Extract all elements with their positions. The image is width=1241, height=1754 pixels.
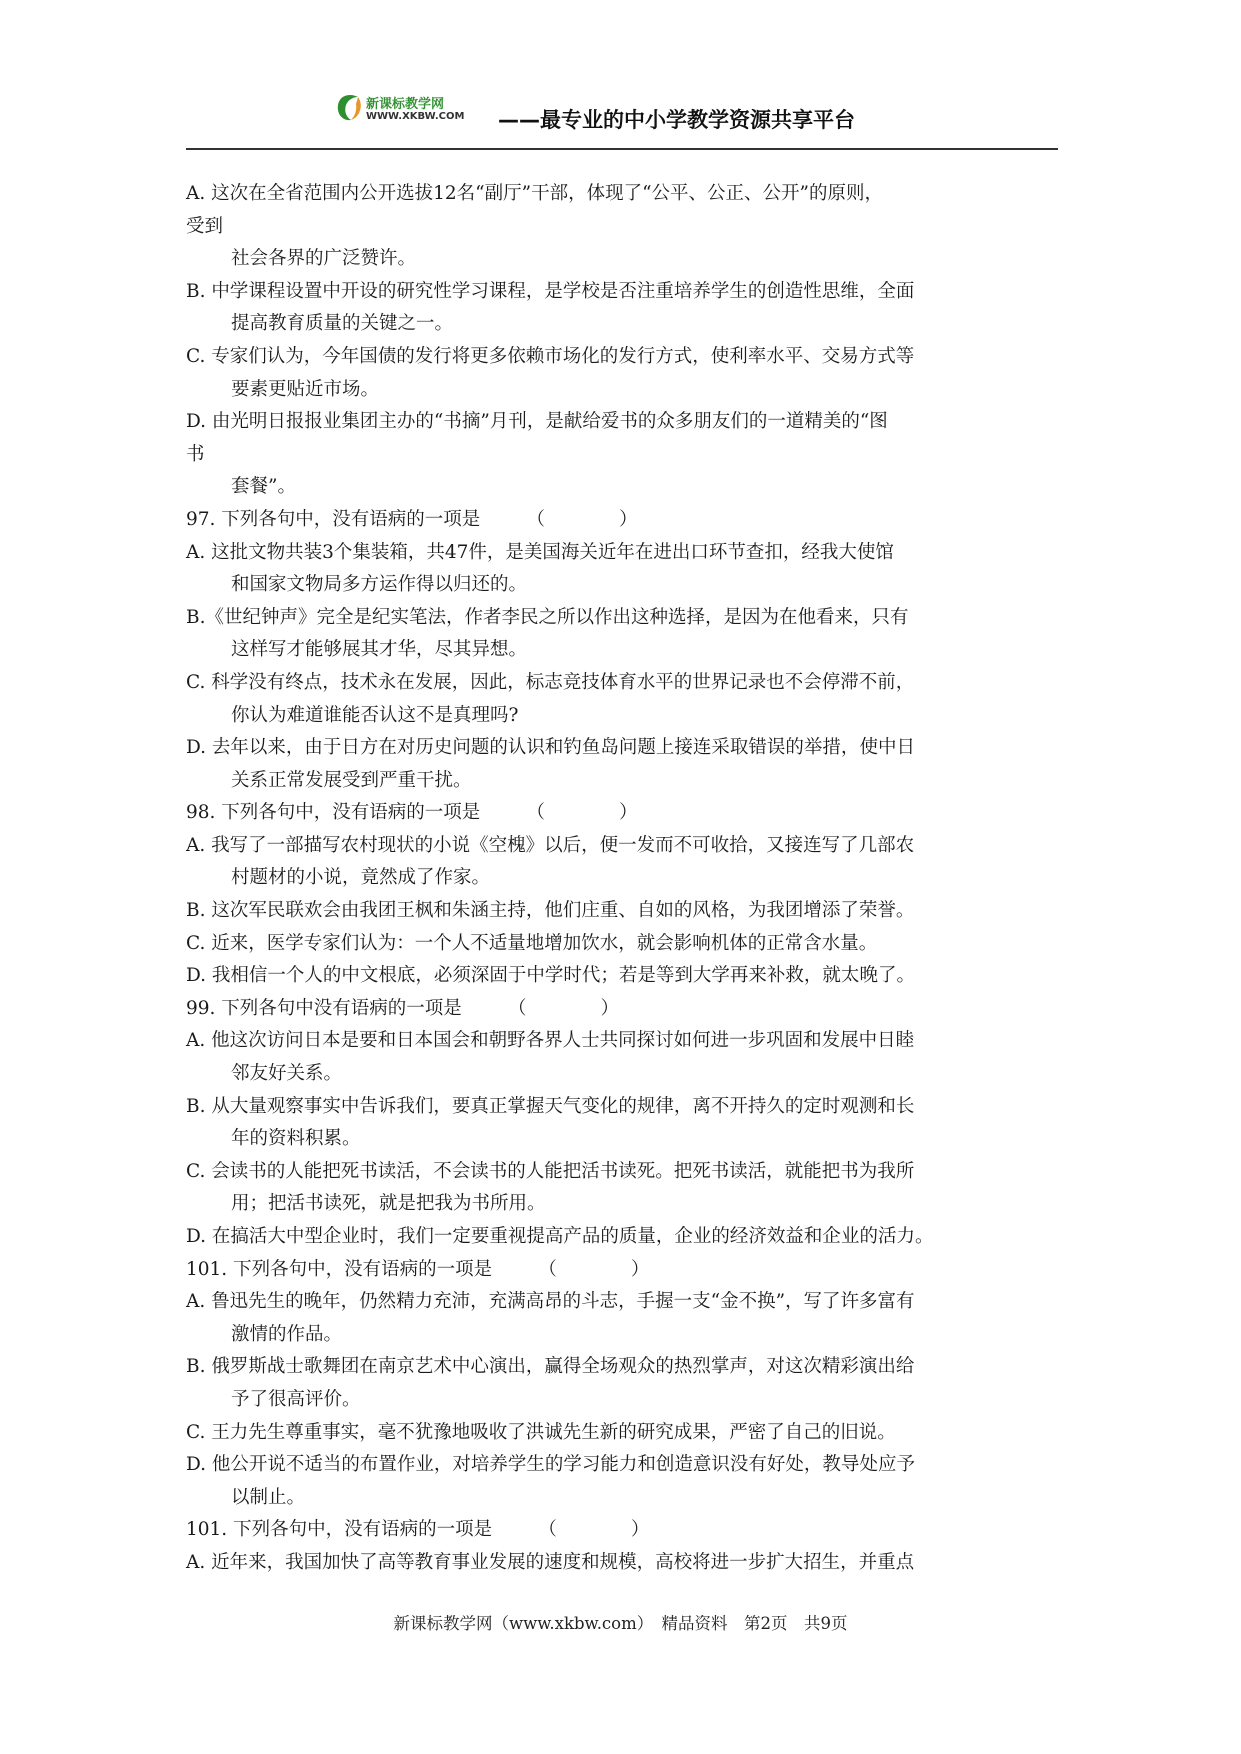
text-line: 套餐”。 — [231, 476, 296, 498]
text-line: 年的资料积累。 — [231, 1128, 361, 1150]
text-line: 101. 下列各句中，没有语病的一项是 （ ） — [186, 1519, 650, 1541]
page-footer: 新课标教学网（www.xkbw.com） 精品资料 第2页 共9页 — [393, 1614, 848, 1633]
text-line: A. 这批文物共装3个集装箱，共47件，是美国海关近年在进出口环节查扣，经我大使馆 — [186, 541, 894, 563]
text-line: B.《世纪钟声》完全是纪实笔法，作者李民之所以作出这种选择，是因为在他看来，只有 — [186, 606, 909, 628]
text-line: D. 由光明日报报业集团主办的“书摘”月刊，是献给爱书的众多朋友们的一道精美的“图 — [186, 411, 888, 433]
text-line: 要素更贴近市场。 — [231, 378, 380, 400]
text-line: C. 近来，医学专家们认为：一个人不适量地增加饮水，就会影响机体的正常含水量。 — [186, 932, 878, 954]
text-line: A. 鲁迅先生的晚年，仍然精力充沛，充满高昂的斗志，手握一支“金不换”，写了许多富有 — [186, 1291, 915, 1313]
text-line: C. 专家们认为，今年国债的发行将更多依赖市场化的发行方式，使利率水平、交易方式等 — [186, 345, 915, 367]
text-line: D. 我相信一个人的中文根底，必须深固于中学时代；若是等到大学再来补救，就太晚了。 — [186, 965, 915, 987]
text-line: D. 在搞活大中型企业时，我们一定要重视提高产品的质量，企业的经济效益和企业的活力。 — [186, 1226, 934, 1247]
text-line: 101. 下列各句中，没有语病的一项是 （ ） — [186, 1258, 650, 1280]
text-line: A. 这次在全省范围内公开选拔12名“副厅”干部，体现了“公平、公正、公开”的原则， — [186, 183, 883, 204]
text-line: A. 他这次访问日本是要和日本国会和朝野各界人士共同探讨如何进一步巩固和发展中日睦 — [186, 1030, 915, 1052]
text-line: 用；把活书读死，就是把我为书所用。 — [231, 1193, 546, 1215]
text-line: 予了很高评价。 — [231, 1388, 361, 1410]
text-line: D. 他公开说不适当的布置作业，对培养学生的学习能力和创造意识没有好处，教导处应予 — [186, 1454, 915, 1476]
text-line: 以制止。 — [231, 1486, 306, 1508]
text-line: B. 中学课程设置中开设的研究性学习课程，是学校是否注重培养学生的创造性思维，全面 — [186, 280, 915, 302]
text-line: 和国家文物局多方运作得以归还的。 — [231, 574, 528, 596]
site-logo[interactable] — [336, 90, 486, 130]
text-line: 激情的作品。 — [231, 1323, 343, 1345]
text-line: 邻友好关系。 — [231, 1063, 343, 1085]
text-line: B. 俄罗斯战士歌舞团在南京艺术中心演出，赢得全场观众的热烈掌声，对这次精彩演出给 — [186, 1356, 915, 1378]
text-line: C. 会读书的人能把死书读活，不会读书的人能把活书读死。把死书读活，就能把书为我所 — [186, 1160, 915, 1182]
text-line: D. 去年以来，由于日方在对历史问题的认识和钓鱼岛问题上接连采取错误的举措，使中日 — [186, 737, 915, 759]
text-line: A. 我写了一部描写农村现状的小说《空槐》以后，便一发而不可收拾，又接连写了几部农 — [186, 834, 915, 856]
text-line: 97. 下列各句中，没有语病的一项是 （ ） — [186, 508, 638, 530]
text-line: 关系正常发展受到严重干扰。 — [231, 769, 472, 791]
text-line: 村题材的小说，竟然成了作家。 — [231, 867, 491, 889]
text-line: B. 从大量观察事实中告诉我们，要真正掌握天气变化的规律，离不开持久的定时观测和长 — [186, 1095, 915, 1117]
text-line: 98. 下列各句中，没有语病的一项是 （ ） — [186, 802, 638, 824]
document-body — [186, 178, 1058, 1580]
text-line: C. 科学没有终点，技术永在发展，因此，标志竞技体育水平的世界记录也不会停滞不前， — [186, 671, 915, 693]
text-line: 提高教育质量的关键之一。 — [231, 313, 454, 335]
text-line: 你认为难道谁能否认这不是真理吗? — [231, 704, 519, 726]
text-line: C. 王力先生尊重事实，毫不犹豫地吸收了洪诚先生新的研究成果，严密了自己的旧说。 — [186, 1421, 896, 1443]
logo-url: WWW.XKBW.COM — [366, 111, 465, 122]
text-line: 99. 下列各句中没有语病的一项是 （ ） — [186, 997, 620, 1019]
text-line: 社会各界的广泛赞许。 — [231, 248, 417, 270]
logo-leaf-icon — [336, 92, 364, 124]
text-line: 这样写才能够展其才华，尽其异想。 — [231, 639, 528, 661]
text-line: 书 — [186, 443, 205, 465]
text-line: A. 近年来，我国加快了高等教育事业发展的速度和规模，高校将进一步扩大招生，并重点 — [186, 1551, 915, 1573]
page-header — [186, 84, 1058, 148]
text-line: B. 这次军民联欢会由我团王枫和朱涵主持，他们庄重、自如的风格，为我团增添了荣誉。 — [186, 900, 915, 922]
text-line: 受到 — [186, 215, 224, 237]
site-tagline: ——最专业的中小学教学资源共享平台 — [498, 108, 855, 132]
logo-name: 新课标教学网 — [366, 97, 445, 112]
header-divider — [186, 148, 1058, 150]
